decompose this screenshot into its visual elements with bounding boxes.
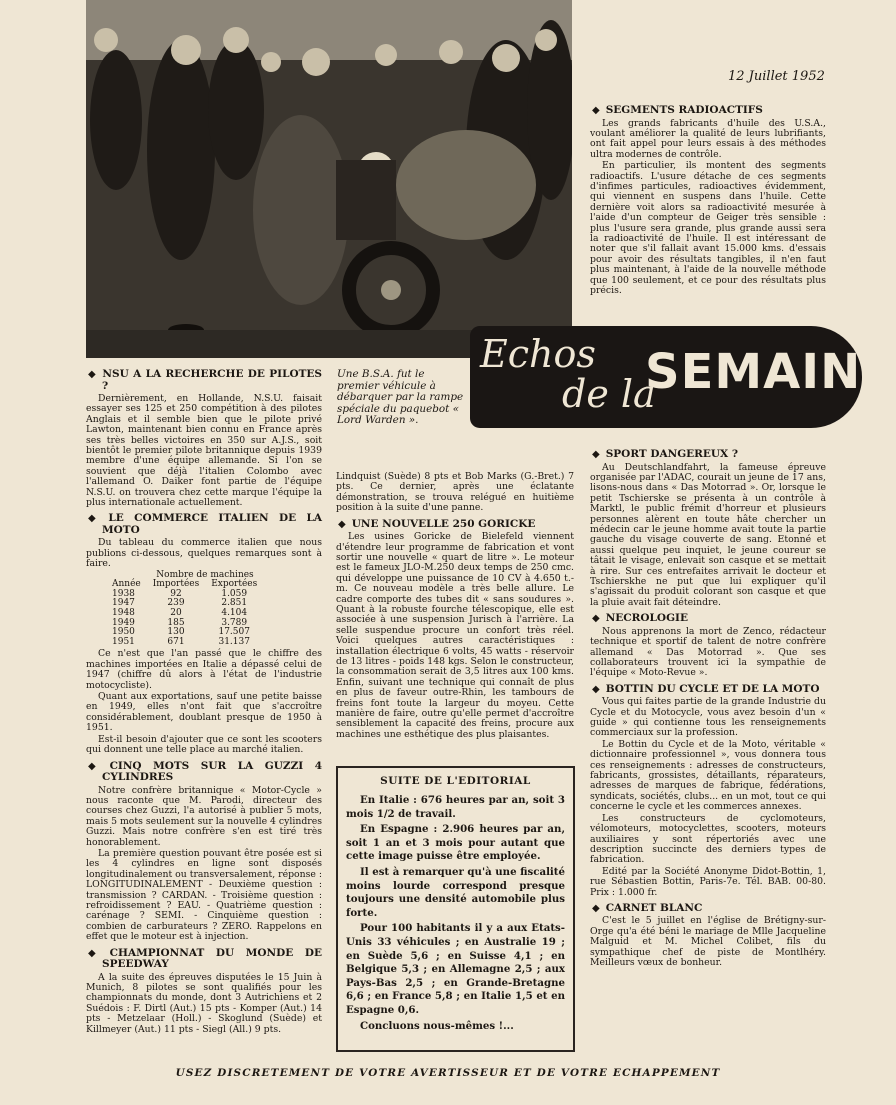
table-cell: 1938 — [112, 588, 135, 599]
table-row — [106, 638, 263, 648]
table-cell: 1949 — [112, 617, 135, 628]
speedway-continued: Lindquist (Suède) 8 pts et Bob Marks (G.-Bret.) 7 pts. Ce dernier, après une éclatante démonstration, se trouva relégué en huitième position à la suite d'une panne. — [336, 471, 574, 514]
editorial-paragraph: En Italie : 676 heures par an, soit 3 mois 1/2 de travail. — [346, 794, 565, 820]
article-nsu: Dernièrement, en Hollande, N.S.U. faisait essayer ses 125 et 250 compétition à des pilotes Anglais et il semble bien que le pilote privé Lawton, maintenant bien connu en France après ses très belles victoires en 350 sur A.J.S., soit bientôt le premier pilote britannique depuis 1939 membre d'une équipe allemande. Si l'on se souvient que déjà l'italien Colombo avec l'allemand O. Daiker font partie de l'équipe N.S.U. on trouvera chez cette marque l'équipe la plus internationale actuellement. — [86, 393, 322, 509]
table-cell: 185 — [167, 617, 185, 628]
footer-slogan: USEZ DISCRETEMENT DE VOTRE AVERTISSEUR ET DE VOTRE ECHAPPEMENT — [175, 1067, 721, 1079]
heading-segments-text: SEGMENTS RADIOACTIFS — [605, 104, 763, 116]
photo-caption: Une B.S.A. fut le premier véhicule à débarquer par la rampe spéciale du paquebot « Lord Warden ». — [337, 368, 464, 427]
heading-speedway-text: CHAMPIONNAT DU MONDE DE SPEEDWAY — [102, 946, 322, 971]
table-cell: 1950 — [112, 627, 135, 638]
diamond-icon: ◆ — [338, 518, 346, 530]
guzzi-paragraph: La première question pouvant être posée est si les 4 cylindres en ligne sont disposés longitudinalement ou transversalement, réponse : LONGITUDINALEMENT - Deuxième question : transmission ? CARDAN. - Troisième question : refroidissement ? EAU. - Quatrième question : carénage ? SEMI. - Cinquième question : combien de carburateurs ? ZERO. Rappelons en effet que le moteur est à injection. — [86, 847, 322, 943]
editorial-paragraph: En Espagne : 2.906 heures par an, soit 1 an et 3 mois pour autant que cette image puisse être employée. — [346, 823, 565, 863]
banner-word-dela: de la — [562, 372, 656, 416]
diamond-icon: ◆ — [592, 105, 600, 116]
heading-commerce — [86, 513, 322, 536]
bottin-paragraph: Les constructeurs de cyclomoteurs, vélomoteurs, motocyclettes, scooters, moteurs auxiliaires y sont répertoriés avec une description succincte des derniers types de fabrication. — [590, 812, 826, 866]
table-cell: 20 — [170, 608, 182, 619]
table-cell: 1951 — [112, 636, 135, 647]
banner-word-semaine: SEMAINE — [645, 344, 896, 400]
heading-sport — [590, 449, 826, 461]
table-cell: 1.059 — [221, 588, 248, 599]
segments-paragraph: En particulier, ils montent des segments radioactifs. L'usure détache de ces segments d'infimes particules, radioactives évidemment, qui viennent en suspens dans l'huile. Cette dernière voit alors sa radioactivité mesurée à l'aide d'un compteur de Geiger très sensible : plus l'usure sera grande, plus grande aussi sera la radioactivité de l'huile. Il est intéressant de noter que s'il fallait avant 15.000 kms. d'essais pour avoir des résultats tangibles, il n'en faut plus maintenant, à l'aide de la nouvelle méthode que 100 seulement, et ce pour des résultats plus précis. — [590, 160, 826, 296]
column-left — [86, 364, 322, 1036]
diamond-icon: ◆ — [88, 369, 97, 380]
bottin-paragraph: Vous qui faites partie de la grande Industrie du Cycle et du Motocycle, vous avez besoin d'un « guide » qui contienne tous les renseignements commerciaux sur la profession. — [590, 696, 826, 739]
column-middle — [336, 472, 574, 741]
heading-sport-text: SPORT DANGEREUX ? — [605, 448, 738, 460]
diamond-icon: ◆ — [88, 947, 104, 959]
table-cell: 130 — [167, 627, 185, 638]
photo-motorcycle-crowd — [86, 0, 572, 358]
table-cell: 31.137 — [218, 636, 250, 647]
column-right-bottom — [590, 444, 826, 969]
heading-carnet-text: CARNET BLANC — [605, 901, 703, 914]
table-cell: 1948 — [112, 608, 135, 619]
table-cell: 1947 — [112, 598, 135, 609]
bottin-paragraph: Le Bottin du Cycle et de la Moto, véritable « dictionnaire professionnel », vous donnera tous ces renseignements : adresses de constructeurs, fabricants, grossistes, détaillants, réparateurs, adresses de marques de fabrique, fédérations, syndicats, sociétés, clubs... en un mot, tout ce qui concerne le cycle et les commerces annexes. — [590, 738, 826, 813]
heading-necrologie — [590, 613, 826, 625]
commerce-paragraph: Quant aux exportations, sauf une petite baisse en 1949, elles n'ont fait que s'accroître considérablement, doublant presque de 1950 à 1951. — [86, 691, 322, 734]
editorial-title: SUITE DE L'EDITORIAL — [380, 775, 531, 787]
heading-nsu-text: NSU A LA RECHERCHE DE PILOTES ? — [102, 368, 322, 392]
guzzi-paragraph: Notre confrère britannique « Motor-Cycle » nous raconte que M. Parodi, directeur des courses chez Guzzi, l'a autorisé à publier 5 mots, mais 5 mots seulement sur la nouvelle 4 cylindres Guzzi. Mais notre confrère s'en est tiré très honorablement. — [86, 784, 322, 848]
echos-banner — [470, 326, 896, 428]
diamond-icon: ◆ — [592, 449, 600, 460]
commerce-intro: Du tableau du commerce italien que nous publions ci-dessous, quelques remarques sont à faire. — [86, 537, 322, 570]
editorial-paragraph: Pour 100 habitants il y a aux Etats-Unis 33 véhicules ; en Australie 19 ; en Suède 5,6 ; en Suisse 4,1 ; en Belgique 5,3 ; en Allemagne 2,5 ; aux Pays-Bas 2,5 ; en Grande-Bretagne 6,6 ; en France 5,8 ; en Italie 1,5 et en Espagne 0,6. — [346, 922, 565, 1016]
carnet-paragraph: C'est le 5 juillet en l'église de Brétigny-sur-Orge qu'a été béni le mariage de Mlle Jacqueline Malguid et M. Michel Colibet, fils du sympathique chef de piste de Montlhéry. Meilleurs vœux de bonheur. — [590, 915, 826, 969]
segments-paragraph: Les grands fabricants d'huile des U.S.A., voulant améliorer la qualité de leurs lubrifiants, ont fait appel pour leurs essais à des méthodes ultra modernes de contrôle. — [590, 117, 826, 160]
heading-guzzi-text: CINQ MOTS SUR LA GUZZI 4 CYLINDRES — [102, 759, 322, 783]
table-header: Année — [112, 579, 141, 590]
heading-speedway — [86, 948, 322, 971]
table-cell: 2.851 — [221, 598, 248, 609]
table-cell: 4.104 — [221, 608, 248, 619]
heading-necrologie-text: NECROLOGIE — [605, 612, 688, 625]
column-right-top — [590, 100, 826, 297]
sport-paragraph: Au Deutschlandfahrt, la fameuse épreuve organisée par l'ADAC, courait un jeune de 17 ans, lisons-nous dans « Das Motorrad ». Or, lorsque le petit Tschierske se présenta à un contrôle à Marktl, le public frémit d'horreur et plusieurs personnes alèrent en toute hâte chercher un médecin car le jeune homme avait toute la partie gauche du visage couverte de sang. Etonné et aussi quelque peu inquiet, le jeune coureur se tâtait le visage, enlevait son casque et se mettait à rire. Sur ces entrefaites arrivait le docteur et Tschierskhe ne put que lui expliquer qu'il s'agissait du produit colorant son casque et que la pluie avait fait déteindre. — [590, 461, 826, 608]
bottin-paragraph: Edité par la Société Anonyme Didot-Bottin, 1, rue Sébastien Bottin, Paris-7e. Tél. BAB. 00-80. Prix : 1.000 fr. — [590, 865, 826, 898]
editorial-paragraph: Il est à remarquer qu'à une fiscalité moins lourde correspond presque toujours une densité automobile plus forte. — [346, 865, 565, 919]
heading-guzzi — [86, 761, 322, 784]
heading-goricke — [336, 519, 574, 531]
editorial-box — [336, 766, 575, 1052]
heading-bottin — [590, 684, 826, 696]
heading-commerce-text: LE COMMERCE ITALIEN DE LA MOTO — [102, 512, 322, 536]
editorial-paragraph: Concluons nous-mêmes !... — [360, 1019, 514, 1032]
commerce-paragraph: Ce n'est que l'an passé que le chiffre des machines importées en Italie a dépassé celui de 1947 (chiffre dû alors à l'état de l'industrie motocycliste). — [86, 648, 322, 691]
heading-bottin-text: BOTTIN DU CYCLE ET DE LA MOTO — [605, 682, 820, 695]
issue-date: 12 Juillet 1952 — [728, 69, 825, 84]
import-export-table — [106, 571, 263, 648]
table-cell: 239 — [167, 598, 185, 609]
photo-illustration — [86, 0, 572, 358]
diamond-icon: ◆ — [88, 513, 103, 525]
heading-segments — [590, 105, 826, 117]
diamond-icon: ◆ — [88, 760, 104, 772]
table-header: Exportées — [211, 579, 258, 590]
heading-goricke-text: UNE NOUVELLE 250 GORICKE — [351, 517, 536, 530]
commerce-paragraph: Est-il besoin d'ajouter que ce sont les scooters qui donnent une telle place au marché italien. — [86, 733, 322, 756]
banner-word-echos: Echos — [480, 332, 596, 376]
banner-background — [470, 326, 896, 428]
table-cell: 17.507 — [218, 627, 250, 638]
heading-carnet — [590, 903, 826, 915]
heading-nsu — [86, 369, 322, 392]
diamond-icon: ◆ — [592, 613, 600, 625]
table-header: Importées — [152, 579, 200, 590]
speedway-paragraph: A la suite des épreuves disputées le 15 Juin à Munich, 8 pilotes se sont qualifiés pour les championnats du monde, dont 3 Autrichiens et 2 Suédois : F. Dirtl (Aut.) 15 pts - Komper (Aut.) 14 pts - Metzelaar (Holl.) - Skoglund (Suède) et Killmeyer (Aut.) 11 pts - Siegl (All.) 9 pts. — [86, 971, 322, 1035]
diamond-icon: ◆ — [592, 902, 600, 914]
table-cell: 671 — [167, 636, 185, 647]
table-cell: 3.789 — [221, 617, 248, 628]
diamond-icon: ◆ — [592, 683, 600, 695]
table-title: Nombre de machines — [156, 569, 254, 580]
table-cell: 92 — [170, 588, 182, 599]
necrologie-paragraph: Nous apprenons la mort de Zenco, rédacteur technique et sportif de talent de notre confrère allemand « Das Motorrad ». Que ses collaborateurs trouvent ici la sympathie de l'équipe « Moto-Revue ». — [590, 625, 826, 679]
goricke-paragraph: Les usines Goricke de Bielefeld viennent d'étendre leur programme de fabrication et vont sortir une nouvelle « quart de litre ». Le moteur est le fameux JLO-M.250 deux temps de 250 cmc. qui développe une puissance de 10 CV à 4.650 t.-m. Ce nouveau modèle a très belle allure. Le cadre comporte des tubes dit « sans soudures ». Quant à la robuste fourche télescopique, elle est associée à une suspension Jurisch à l'arrière. La selle suspendue procure un confort très réel. Voici quelques autres caractéristiques : installation électrique 6 volts, 45 watts - réservoir de 13 litres - poids 148 kgs. Selon le constructeur, la consommation serait de 3,5 litres aux 100 kms. Enfin, suivant une technique qui connaît de plus en plus de faveur outre-Rhin, les tambours de freins font toute la largeur du moyeu. Cette manière de faire, outre qu'elle permet d'accroître sensiblement la capacité des freins, procure aux machines une esthétique des plus plaisantes. — [336, 531, 574, 740]
